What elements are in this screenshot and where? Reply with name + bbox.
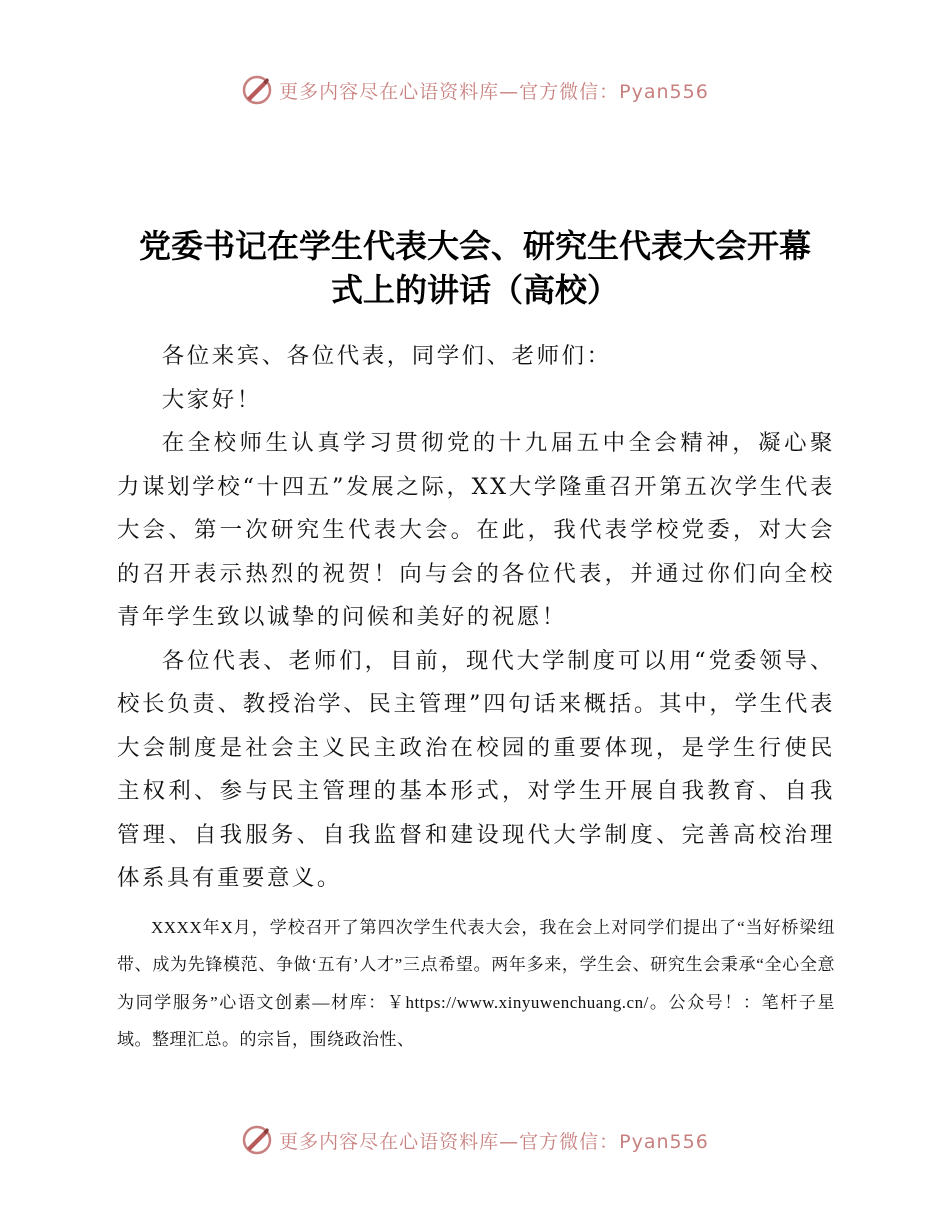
title-line-2: 式上的讲话（高校） (330, 271, 619, 309)
pen-logo-icon (241, 1124, 273, 1156)
watermark-text: 更多内容尽在心语资料库—官方微信：Pyan556 (279, 80, 709, 103)
title-line-1: 党委书记在学生代表大会、研究生代表大会开幕 (138, 227, 811, 265)
watermark-footer (0, 1120, 950, 1160)
paragraph-2: 各位代表、老师们，目前，现代大学制度可以用“党委领导、校长负责、教授治学、民主管理”四句话来概括。其中，学生代表大会制度是社会主义民主政治在校园的重要体现，是学生行使民主权利、参与民主管理的基本形式，对学生开展自我教育、自我管理、自我服务、自我监督和建设现代大学制度、完善高校治理体系具有重要意义。 (117, 647, 835, 891)
paragraph-3: XXXX年X月，学校召开了第四次学生代表大会，我在会上对同学们提出了“当好桥梁纽带、成为先锋模范、争做‘五有’人才”三点希望。两年多来，学生会、研究生会秉承“全心全意为同学服务”心语文创素—材库：￥https://www.xinyuwenchuang.cn/。公众号！：笔杆子星域。整理汇总。的宗旨，围绕政治性、 (117, 917, 835, 1049)
pen-logo-icon (241, 74, 273, 106)
document-body (117, 335, 835, 1059)
greeting: 大家好！ (161, 386, 262, 413)
watermark-header (0, 70, 950, 110)
watermark-text: 更多内容尽在心语资料库—官方微信：Pyan556 (279, 1130, 709, 1153)
paragraph-1: 在全校师生认真学习贯彻党的十九届五中全会精神，凝心聚力谋划学校“十四五”发展之际，XX大学隆重召开第五次学生代表大会、第一次研究生代表大会。在此，我代表学校党委，对大会的召开表示热烈的祝贺！向与会的各位代表，并通过你们向全校青年学生致以诚挚的问候和美好的祝愿！ (117, 430, 835, 630)
document-title (100, 224, 850, 312)
salutation: 各位来宾、各位代表，同学们、老师们： (161, 343, 612, 369)
